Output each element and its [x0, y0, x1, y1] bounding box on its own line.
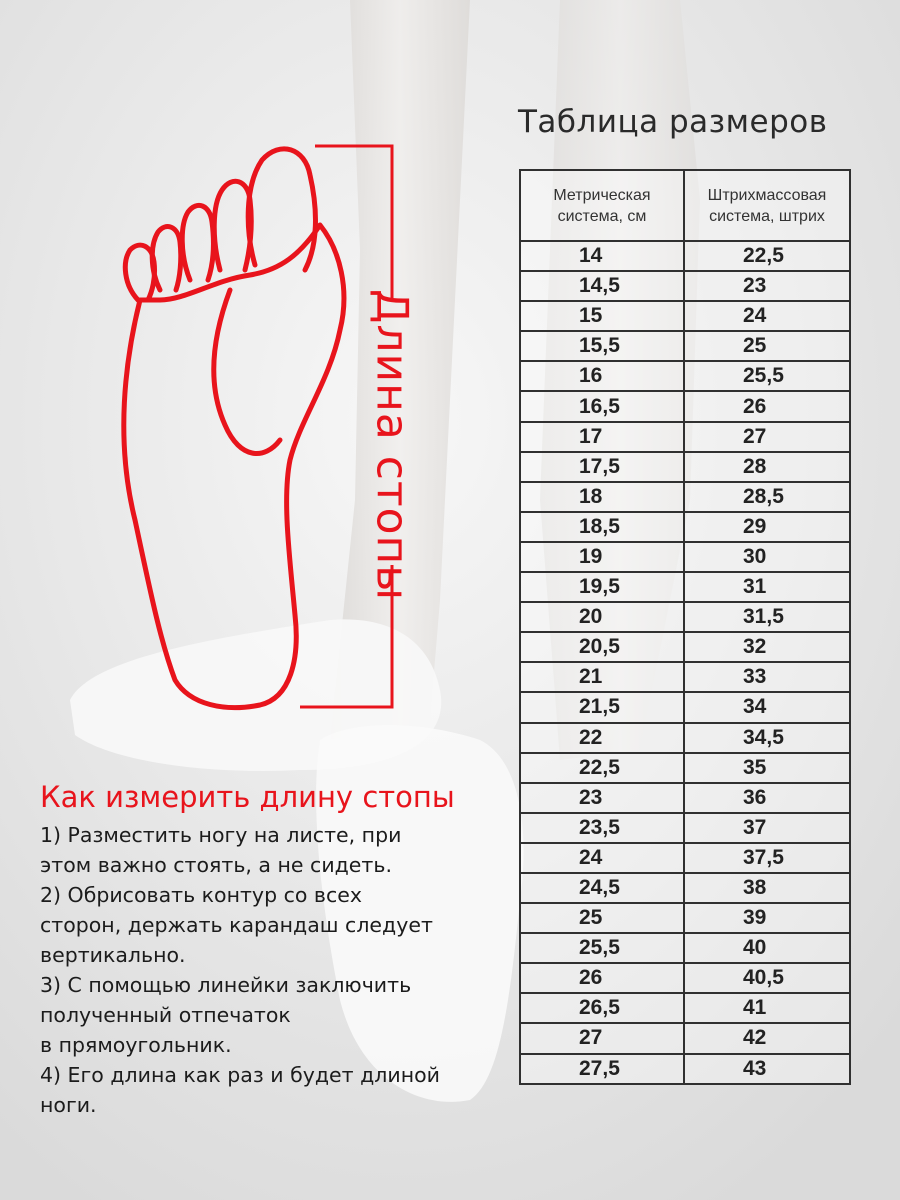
table-row: [520, 572, 850, 602]
cell-shtrih-size: 43: [684, 1054, 850, 1084]
howto-steps: [40, 820, 510, 1120]
table-row: [520, 241, 850, 271]
table-row: [520, 903, 850, 933]
howto-step-line: ноги.: [40, 1093, 97, 1117]
cell-shtrih-size: 23: [684, 271, 850, 301]
table-row: [520, 783, 850, 813]
cell-metric-size: 25: [520, 903, 684, 933]
cell-shtrih-size: 37,5: [684, 843, 850, 873]
table-row: [520, 271, 850, 301]
cell-shtrih-size: 33: [684, 662, 850, 692]
cell-metric-size: 23,5: [520, 813, 684, 843]
cell-shtrih-size: 31: [684, 572, 850, 602]
cell-shtrih-size: 41: [684, 993, 850, 1023]
cell-shtrih-size: 37: [684, 813, 850, 843]
table-row: [520, 301, 850, 331]
cell-shtrih-size: 28: [684, 452, 850, 482]
table-row: [520, 542, 850, 572]
cell-metric-size: 21,5: [520, 692, 684, 722]
cell-shtrih-size: 25: [684, 331, 850, 361]
cell-metric-size: 18,5: [520, 512, 684, 542]
cell-shtrih-size: 42: [684, 1023, 850, 1053]
cell-shtrih-size: 40,5: [684, 963, 850, 993]
howto-step-line: 2) Обрисовать контур со всех: [40, 883, 363, 907]
cell-shtrih-size: 34,5: [684, 723, 850, 753]
header-metric: [520, 170, 684, 241]
table-row: [520, 753, 850, 783]
cell-metric-size: 19,5: [520, 572, 684, 602]
table-row: [520, 361, 850, 391]
cell-metric-size: 20: [520, 602, 684, 632]
cell-shtrih-size: 22,5: [684, 241, 850, 271]
cell-metric-size: 14,5: [520, 271, 684, 301]
cell-shtrih-size: 24: [684, 301, 850, 331]
cell-metric-size: 16: [520, 361, 684, 391]
table-row: [520, 662, 850, 692]
cell-metric-size: 16,5: [520, 391, 684, 421]
cell-shtrih-size: 38: [684, 873, 850, 903]
cell-metric-size: 26,5: [520, 993, 684, 1023]
table-row: [520, 843, 850, 873]
cell-metric-size: 15: [520, 301, 684, 331]
table-row: [520, 963, 850, 993]
howto-step-line: 1) Разместить ногу на листе, при: [40, 823, 402, 847]
table-row: [520, 632, 850, 662]
table-row: [520, 482, 850, 512]
cell-metric-size: 17: [520, 422, 684, 452]
cell-metric-size: 14: [520, 241, 684, 271]
howto-step: [40, 880, 510, 970]
size-table: [519, 169, 851, 1085]
cell-metric-size: 25,5: [520, 933, 684, 963]
cell-metric-size: 23: [520, 783, 684, 813]
cell-shtrih-size: 31,5: [684, 602, 850, 632]
cell-metric-size: 22,5: [520, 753, 684, 783]
header-shtrih-line-2: система, штрих: [709, 207, 825, 225]
table-title: Таблица размеров: [518, 104, 828, 140]
table-row: [520, 692, 850, 722]
howto-step: [40, 970, 510, 1060]
table-row: [520, 933, 850, 963]
cell-metric-size: 27: [520, 1023, 684, 1053]
howto-title: Как измерить длину стопы: [40, 780, 455, 814]
cell-shtrih-size: 29: [684, 512, 850, 542]
cell-shtrih-size: 32: [684, 632, 850, 662]
cell-metric-size: 27,5: [520, 1054, 684, 1084]
cell-metric-size: 26: [520, 963, 684, 993]
table-row: [520, 512, 850, 542]
table-row: [520, 331, 850, 361]
table-body: [520, 241, 850, 1084]
table-row: [520, 1023, 850, 1053]
table-row: [520, 723, 850, 753]
howto-section: [40, 780, 510, 1120]
cell-shtrih-size: 25,5: [684, 361, 850, 391]
howto-step-line: этом важно стоять, а не сидеть.: [40, 853, 392, 877]
cell-shtrih-size: 34: [684, 692, 850, 722]
cell-metric-size: 24: [520, 843, 684, 873]
header-metric-line-2: система, см: [557, 207, 647, 225]
cell-metric-size: 18: [520, 482, 684, 512]
cell-metric-size: 22: [520, 723, 684, 753]
cell-metric-size: 24,5: [520, 873, 684, 903]
cell-shtrih-size: 26: [684, 391, 850, 421]
header-metric-line-1: Метрическая: [553, 186, 651, 204]
cell-shtrih-size: 40: [684, 933, 850, 963]
table-row: [520, 452, 850, 482]
howto-step-line: сторон, держать карандаш следует: [40, 913, 433, 937]
howto-step: [40, 1060, 510, 1120]
cell-metric-size: 15,5: [520, 331, 684, 361]
table-row: [520, 1054, 850, 1084]
cell-shtrih-size: 28,5: [684, 482, 850, 512]
howto-step: [40, 820, 510, 880]
cell-metric-size: 21: [520, 662, 684, 692]
header-shtrih: [684, 170, 850, 241]
table-row: [520, 391, 850, 421]
howto-step-line: вертикально.: [40, 943, 186, 967]
table-row: [520, 813, 850, 843]
table-row: [520, 602, 850, 632]
cell-shtrih-size: 35: [684, 753, 850, 783]
cell-shtrih-size: 27: [684, 422, 850, 452]
cell-metric-size: 20,5: [520, 632, 684, 662]
foot-length-label: Длина стопы: [366, 288, 418, 602]
table-row: [520, 993, 850, 1023]
cell-shtrih-size: 30: [684, 542, 850, 572]
header-shtrih-line-1: Штрихмассовая: [707, 186, 827, 204]
cell-shtrih-size: 39: [684, 903, 850, 933]
cell-shtrih-size: 36: [684, 783, 850, 813]
cell-metric-size: 17,5: [520, 452, 684, 482]
howto-step-line: 3) С помощью линейки заключить: [40, 973, 412, 997]
table-row: [520, 422, 850, 452]
cell-metric-size: 19: [520, 542, 684, 572]
table-row: [520, 873, 850, 903]
howto-step-line: в прямоугольник.: [40, 1033, 232, 1057]
howto-step-line: 4) Его длина как раз и будет длиной: [40, 1063, 440, 1087]
howto-step-line: полученный отпечаток: [40, 1003, 291, 1027]
table-header-row: [520, 170, 850, 241]
